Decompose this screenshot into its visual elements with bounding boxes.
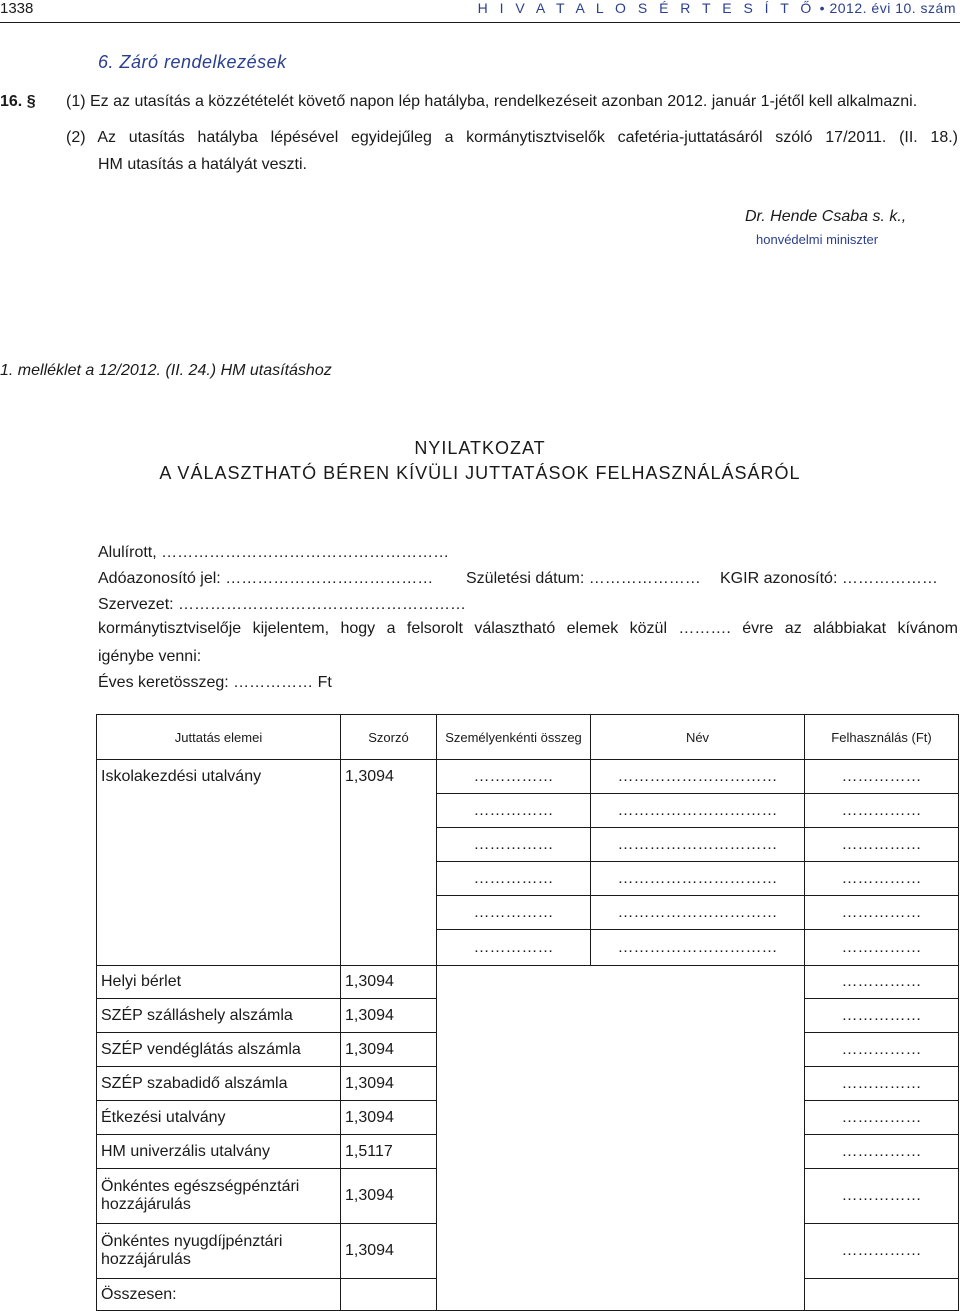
benefits-table [96,714,959,1311]
paragraph-number: 16. § [0,93,36,110]
statement-word: választható [474,620,556,637]
usage-field[interactable]: …………… [805,930,959,966]
declaration-heading: NYILATKOZAT [414,438,546,458]
organization-field[interactable]: Szervezet: ……………………………………………… [98,596,467,613]
usage-field[interactable]: …………… [805,999,959,1033]
signer-title: honvédelmi miniszter [756,232,879,247]
signer-name: Dr. Hende Csaba s. k., [745,208,907,225]
usage-field[interactable]: …………… [805,966,959,999]
statement-word: évre [742,620,774,637]
merged-empty-cell [437,966,805,1311]
header-usage: Felhasználás (Ft) [805,715,959,760]
usage-field[interactable]: …………… [805,760,959,794]
amount-field[interactable]: …………… [437,896,591,930]
issue-label: 2012. évi 10. szám [829,0,956,16]
benefit-label: Étkezési utalvány [97,1101,341,1135]
benefit-label: SZÉP szabadidő alszámla [97,1067,341,1101]
header-benefit: Juttatás elemei [97,715,341,760]
usage-field[interactable]: …………… [805,862,959,896]
statement-word: felsorolt [406,620,463,637]
multiplier-value: 1,3094 [341,1101,437,1135]
section-title: 6. Záró rendelkezések [98,52,287,72]
header-rule [0,22,960,23]
statement-end: igénybe venni: [98,648,202,665]
benefit-label: Iskolakezdési utalvány [97,760,341,794]
table-row [97,862,959,896]
statement-word[interactable]: ………. [678,620,731,637]
statement-word: a [386,620,396,637]
usage-field[interactable]: …………… [805,1169,959,1224]
multiplier-value: 1,3094 [341,1033,437,1067]
multiplier-value: 1,3094 [341,999,437,1033]
table-row [97,896,959,930]
header-amount: Személyenkénti összeg [437,715,591,760]
name-field[interactable]: ………………………… [591,862,805,896]
total-usage-cell[interactable] [805,1279,959,1311]
paragraph-2-line-2: HM utasítás a hatályát veszti. [98,156,307,173]
annex-title: 1. melléklet a 12/2012. (II. 24.) HM utasításhoz [0,362,332,379]
statement-word: kívánom [897,620,958,637]
header-name: Név [591,715,805,760]
statement-line [98,620,958,638]
header-multiplier: Szorzó [341,715,437,760]
usage-field[interactable]: …………… [805,1067,959,1101]
publication-header: H I V A T A L O S É R T E S Í T Ő • 2012. évi 10. szám [477,0,956,16]
multiplier-value: 1,3094 [341,1067,437,1101]
name-field[interactable]: ………………………… [591,896,805,930]
publication-title: H I V A T A L O S É R T E S Í T Ő [477,0,816,16]
statement-word: hogy [340,620,376,637]
paragraph-2-line-1: (2) Az utasítás hatályba lépésével egyidejűleg a kormánytisztviselők cafetéria-juttatásáról szóló 17/2011. (II. 18.) [66,129,958,146]
table-header-row [97,715,959,760]
benefit-label: Helyi bérlet [97,966,341,999]
multiplier-value: 1,3094 [341,760,437,794]
amount-field[interactable]: …………… [437,760,591,794]
name-field[interactable]: ………………………… [591,930,805,966]
usage-field[interactable]: …………… [805,1135,959,1169]
statement-word: kormánytisztviselője [98,620,242,637]
usage-field[interactable]: …………… [805,1101,959,1135]
statement-word: elemek [566,620,619,637]
tax-id-field[interactable]: Adóazonosító jel: ………………………………… [98,570,434,587]
usage-field[interactable]: …………… [805,828,959,862]
benefit-label: HM univerzális utalvány [97,1135,341,1169]
statement-word: közül [629,620,667,637]
statement-word: kijelentem, [252,620,330,637]
multiplier-value: 1,3094 [341,966,437,999]
table-row [97,930,959,966]
usage-field[interactable]: …………… [805,1224,959,1279]
multiplier-value: 1,3094 [341,1224,437,1279]
kgir-id-field[interactable]: KGIR azonosító: ……………… [720,570,938,587]
page-number: 1338 [0,0,34,17]
benefit-label: SZÉP vendéglátás alszámla [97,1033,341,1067]
benefit-label: Önkéntes nyugdíjpénztári hozzájárulás [97,1224,341,1279]
amount-field[interactable]: …………… [437,828,591,862]
amount-field[interactable]: …………… [437,862,591,896]
usage-field[interactable]: …………… [805,896,959,930]
name-field[interactable]: ………………………… [591,760,805,794]
name-field[interactable]: ………………………… [591,828,805,862]
statement-word: alábbiakat [813,620,887,637]
amount-field[interactable]: …………… [437,794,591,828]
multiplier-value: 1,3094 [341,1169,437,1224]
benefit-label: SZÉP szálláshely alszámla [97,999,341,1033]
declaration-subheading: A VÁLASZTHATÓ BÉREN KÍVÜLI JUTTATÁSOK FELHASZNÁLÁSÁRÓL [159,463,801,483]
statement-word: az [784,620,802,637]
table-row [97,966,959,999]
annual-budget-field[interactable]: Éves keretösszeg: …………… Ft [98,674,332,691]
usage-field[interactable]: …………… [805,794,959,828]
usage-field[interactable]: …………… [805,1033,959,1067]
total-multiplier-cell [341,1279,437,1311]
table-row [97,794,959,828]
table-row [97,828,959,862]
multiplier-value: 1,5117 [341,1135,437,1169]
undersigned-field[interactable]: Alulírott, ……………………………………………… [98,544,450,561]
amount-field[interactable]: …………… [437,930,591,966]
birth-date-field[interactable]: Születési dátum: ………………… [466,570,701,587]
paragraph-1: (1) Ez az utasítás a közzétételét követő napon lép hatályba, rendelkezéseit azonban 2012. január 1-jétől kell alkalmazni. [66,93,918,110]
benefit-label: Önkéntes egészségpénztári hozzájárulás [97,1169,341,1224]
total-label: Összesen: [97,1279,341,1311]
table-row [97,760,959,794]
name-field[interactable]: ………………………… [591,794,805,828]
